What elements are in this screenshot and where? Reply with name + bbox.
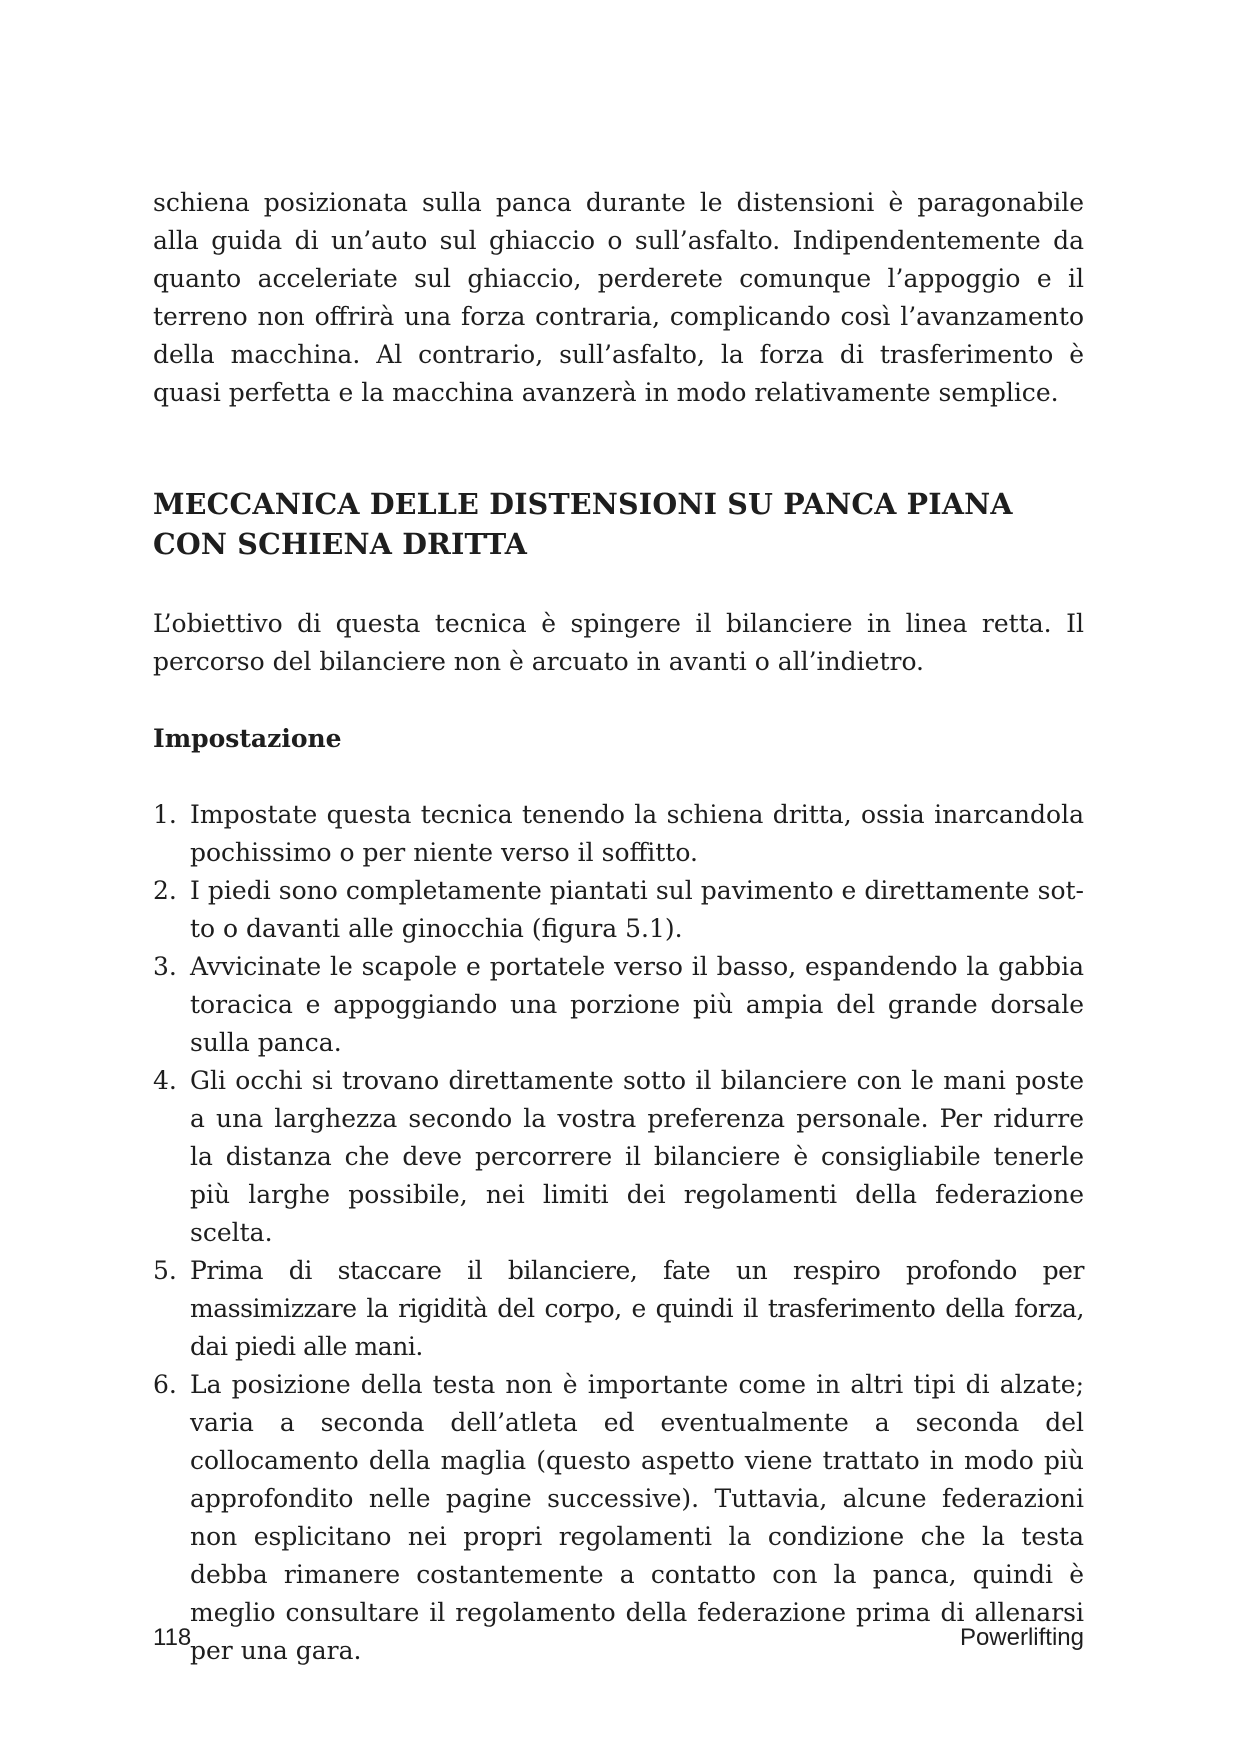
- list-item: [153, 796, 1084, 872]
- list-item-text: I piedi sono completamente piantati sul pavimento e direttamente sotto o davanti alle ginocchia (figura 5.1).: [190, 876, 1084, 943]
- list-item-text: Avvicinate le scapole e portatele verso il basso, espandendo la gabbia toracica e appoggiando una porzione più ampia del grande dorsale sulla panca.: [190, 952, 1084, 1057]
- list-item: [153, 1062, 1084, 1252]
- list-item-number: 6.: [153, 1370, 177, 1399]
- section-heading: MECCANICA DELLE DISTENSIONI SU PANCA PIANA CON SCHIENA DRITTA: [153, 487, 1013, 561]
- list-item: [153, 948, 1084, 1062]
- list-item: [153, 1252, 1084, 1366]
- list-item-number: 4.: [153, 1066, 177, 1095]
- list-item-number: 1.: [153, 800, 177, 829]
- running-title: Powerlifting: [959, 1624, 1084, 1651]
- list-item-number: 2.: [153, 876, 177, 905]
- page-number: 118: [153, 1624, 192, 1651]
- list-item: [153, 872, 1084, 948]
- intro-paragraph: schiena posizionata sulla panca durante le distensioni è paragonabile alla guida di un’auto sul ghiaccio o sull’asfalto. Indipendentemente da quanto acceleriate sul ghiaccio, perderete comunque l’appoggio e il terreno non offrirà una forza contraria, complicando così l’avanzamento della macchina. Al contrario, sull’asfalto, la forza di trasferimento è quasi perfetta e la macchina avanzerà in modo relativamente semplice.: [153, 188, 1084, 407]
- lead-paragraph: L’obiettivo di questa tecnica è spingere il bilanciere in linea retta. Il percorso del bilanciere non è arcuato in avanti o all’indietro.: [153, 609, 1084, 676]
- subheading: Impostazione: [153, 724, 342, 753]
- list-item-number: 3.: [153, 952, 177, 981]
- list-item: [153, 1366, 1084, 1670]
- steps-list: [153, 796, 1084, 1670]
- list-item-text: Prima di staccare il bilanciere, fate un respiro profondo per massimizzare la rigidità del corpo, e quindi il trasferimento della forza, dai piedi alle mani.: [190, 1256, 1084, 1361]
- book-page: [153, 0, 1084, 1755]
- list-item-text: La posizione della testa non è importante come in altri tipi di alzate; varia a seconda dell’atleta ed eventualmente a seconda del collocamento della maglia (questo aspetto viene trattato in modo più approfondito nelle pagine successive). Tuttavia, alcune federazioni non esplicitano nei propri regolamenti la condizione che la testa debba rimanere costantemente a contatto con la panca, quindi è meglio consultare il regolamento della federazione prima di allenarsi per una gara.: [190, 1370, 1084, 1665]
- list-item-number: 5.: [153, 1256, 177, 1285]
- list-item-text: Impostate questa tecnica tenendo la schiena dritta, ossia inarcandola pochissimo o per niente verso il soffitto.: [190, 800, 1084, 867]
- list-item-text: Gli occhi si trovano direttamente sotto il bilanciere con le mani poste a una larghezza secondo la vostra preferenza personale. Per ridurre la distanza che deve percorrere il bilanciere è consigliabile tenerle più larghe possibile, nei limiti dei regolamenti della federazione scelta.: [190, 1066, 1084, 1247]
